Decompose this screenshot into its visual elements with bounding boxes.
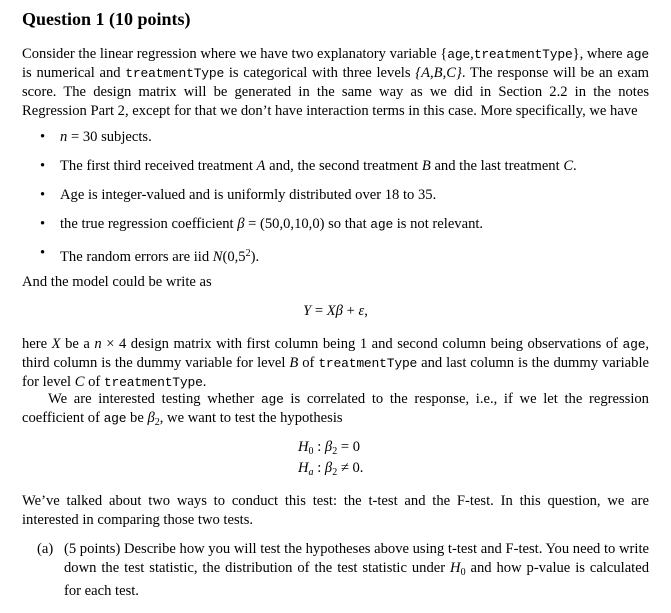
design-paragraph: here X be a n × 4 design matrix with first column being 1 and second column being observations of age, third column is the dummy variable for level B of treatmentType and last column is the dummy variable for level C of treatmentType. xyxy=(22,336,649,390)
part-a-text: (5 points) Describe how you will test the hypotheses above using t-test and F-test. You need to write down the test statistic, the distribution of the test statistic under $H_0$ and how p-value is calculated for each test. xyxy=(64,541,649,599)
alternative-hypothesis: $H_a$ : $\beta_2 \ne 0$. xyxy=(298,460,364,478)
two-tests-paragraph: We’ve talked about two ways to conduct this test: the t-test and the F-test. In this question, we are interested in comparing those two tests. xyxy=(22,493,649,528)
model-equation: Y = Xβ + ε, xyxy=(303,303,368,319)
null-hypothesis: $H_0$ : $\beta_2 = 0$ xyxy=(298,439,361,457)
intro-paragraph: Consider the linear regression where we have two explanatory variable {age,treatmentType}, where age is numerical and treatmentType is categorical with three levels {A,B,C}. The response will be an exam score. The design matrix will be generated in the same way as we did in Section 2.2 in the notes Regression Part 2, except for that we don’t have interaction terms in this case. More specifically, we have xyxy=(22,46,650,119)
testing-paragraph: We are interested testing whether age is correlated to the response, i.e., if we let the regression coefficient of age be $\beta_2$, we want to test the hypothesis xyxy=(22,391,649,428)
model-intro: And the model could be write as xyxy=(22,274,212,290)
question-title: Question 1 (10 points) xyxy=(22,9,191,29)
part-a-label: (a) xyxy=(37,541,54,557)
